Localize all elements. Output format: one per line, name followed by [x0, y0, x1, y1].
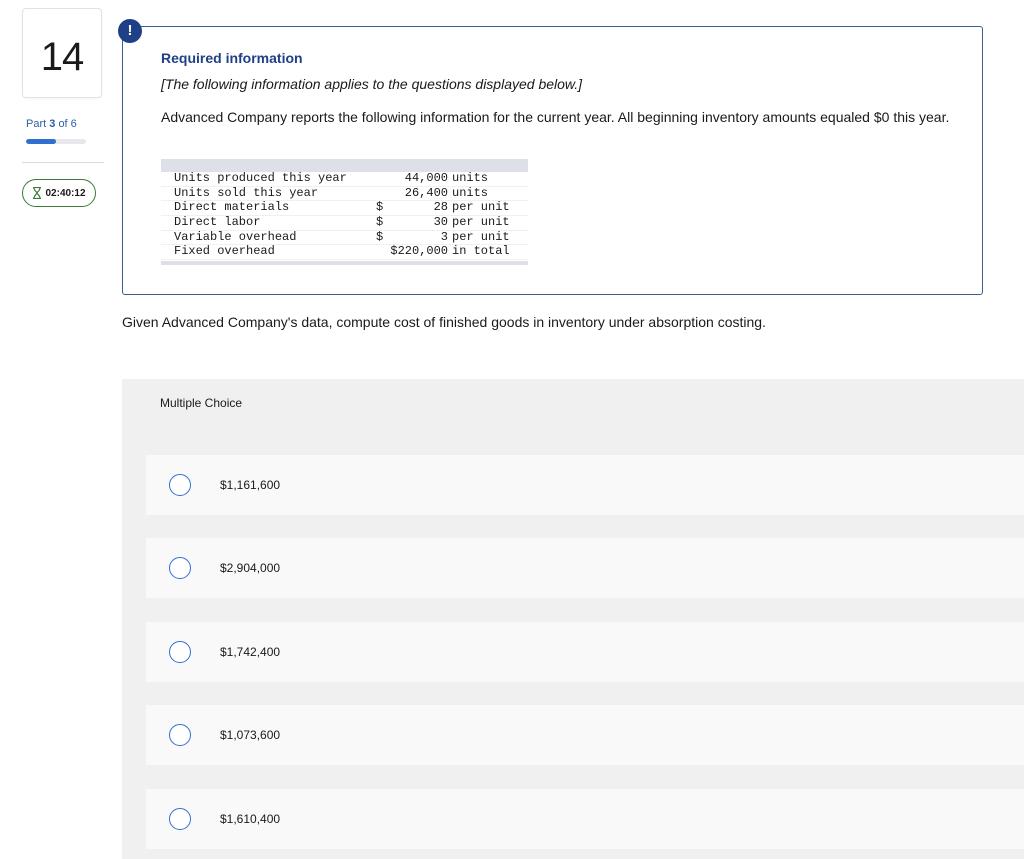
- choice-option[interactable]: [146, 789, 1024, 849]
- row-value: $220,000: [390, 244, 448, 259]
- required-information-panel: [122, 26, 983, 295]
- row-label: Variable overhead: [174, 229, 297, 244]
- company-data-table: [161, 159, 528, 265]
- choice-label: $1,742,400: [220, 645, 281, 659]
- question-number: 14: [40, 35, 84, 79]
- multiple-choice-header: Multiple Choice: [160, 396, 243, 410]
- row-currency: $: [376, 215, 384, 230]
- row-currency: [376, 187, 390, 201]
- radio-button[interactable]: [169, 808, 191, 830]
- radio-button[interactable]: [169, 724, 191, 746]
- choice-option[interactable]: [146, 705, 1024, 765]
- row-unit: in total: [452, 244, 510, 259]
- row-currency: $: [376, 200, 384, 215]
- timer[interactable]: [22, 179, 96, 207]
- row-label: Fixed overhead: [174, 244, 275, 259]
- radio-button[interactable]: [169, 641, 191, 663]
- choice-label: $1,161,600: [220, 478, 281, 492]
- company-description: Advanced Company reports the following information for the current year. All beginning inventory amounts equaled $0 this year.: [161, 109, 950, 125]
- row-value: 30: [433, 215, 448, 230]
- row-label: Units produced this year: [174, 171, 347, 185]
- part-current: 3: [49, 118, 56, 130]
- table-row: [161, 231, 528, 246]
- row-unit: units: [452, 185, 489, 200]
- row-currency: $: [376, 229, 384, 244]
- row-currency: [376, 172, 390, 186]
- radio-button[interactable]: [169, 557, 191, 579]
- question-text: Given Advanced Company's data, compute cost of finished goods in inventory under absorption costing.: [122, 314, 766, 330]
- hourglass-icon: [32, 187, 42, 199]
- table-row: [161, 216, 528, 231]
- radio-button[interactable]: [169, 474, 191, 496]
- table-row: [161, 172, 528, 187]
- multiple-choice-area: [122, 379, 1024, 859]
- row-unit: per unit: [452, 229, 510, 244]
- part-progress-bar: [26, 139, 86, 144]
- required-information-note: [The following information applies to the questions displayed below.]: [161, 76, 583, 92]
- row-unit: per unit: [452, 215, 510, 230]
- row-label: Units sold this year: [174, 185, 319, 200]
- choice-option[interactable]: [146, 622, 1024, 682]
- question-number-card: [22, 8, 102, 98]
- row-unit: units: [452, 171, 489, 185]
- table-row: [161, 187, 528, 202]
- timer-value: 02:40:12: [45, 187, 86, 199]
- choice-label: $1,073,600: [220, 728, 281, 742]
- row-value: 44,000: [404, 171, 448, 185]
- part-progress-fill: [26, 139, 56, 144]
- row-currency: [376, 245, 390, 259]
- choice-label: $2,904,000: [220, 561, 281, 575]
- row-value: 26,400: [404, 185, 448, 200]
- alert-icon: !: [118, 19, 142, 43]
- row-label: Direct labor: [174, 215, 261, 230]
- required-information-title: Required information: [161, 50, 303, 66]
- table-row: [161, 245, 528, 260]
- row-value: 28: [433, 200, 448, 215]
- choice-option[interactable]: [146, 538, 1024, 598]
- part-prefix: Part: [26, 118, 47, 130]
- choice-option[interactable]: [146, 455, 1024, 515]
- part-indicator: [26, 118, 77, 130]
- part-total: of 6: [58, 118, 77, 130]
- row-unit: per unit: [452, 200, 510, 215]
- table-row: [161, 201, 528, 216]
- choice-label: $1,610,400: [220, 812, 281, 826]
- row-value: 3: [440, 229, 448, 244]
- row-label: Direct materials: [174, 200, 290, 215]
- rail-divider: [22, 162, 104, 163]
